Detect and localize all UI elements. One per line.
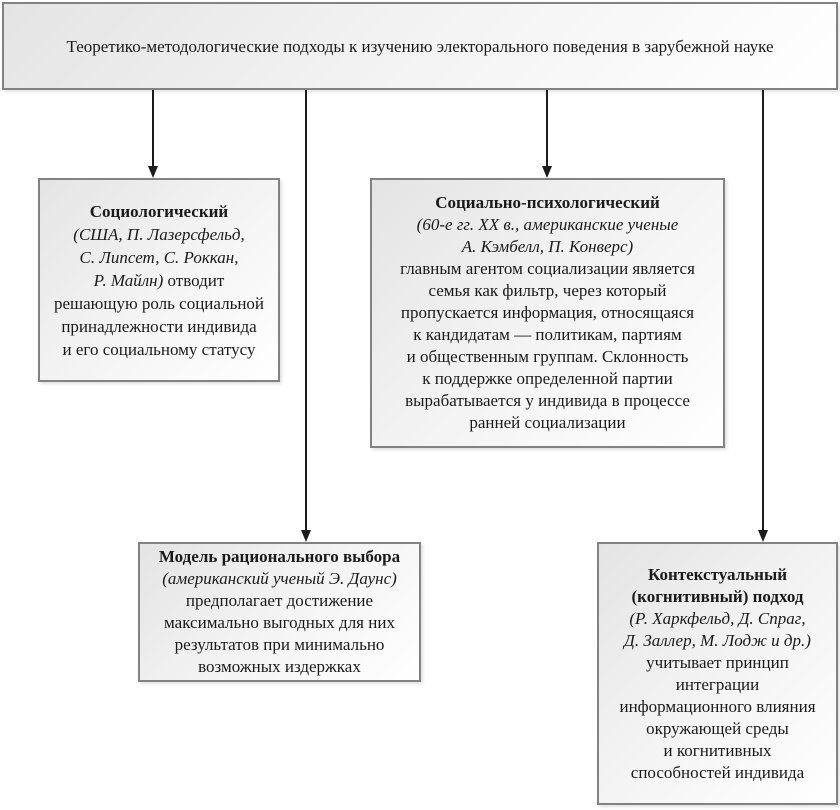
text-line (40, 269, 278, 292)
text-line (372, 412, 723, 434)
text-line (140, 568, 419, 590)
text-line (372, 236, 723, 258)
text-segment: отводит (163, 270, 225, 290)
text-line (372, 302, 723, 324)
box-socio-psychological (370, 178, 725, 448)
text-line (599, 652, 836, 674)
arrow-head-icon (542, 166, 552, 178)
text-line (372, 214, 723, 236)
text-line (372, 368, 723, 390)
text-segment: решающую роль социальной (53, 293, 265, 313)
root-box-title: Теоретико-методологические подходы к изучению электорального поведения в зарубежной науке (66, 36, 774, 56)
text-line (599, 740, 836, 762)
text-segment: интеграции (675, 674, 760, 694)
text-segment: предполагает достижение (185, 591, 374, 610)
root-box (2, 2, 838, 90)
arrow-shaft (305, 90, 307, 530)
text-segment: Социально-психологический (435, 193, 660, 212)
text-segment: к кандидатам — политикам, партиям (413, 325, 682, 344)
text-segment: Д. Заллер, М. Лодж и др.) (624, 630, 811, 650)
text-line (140, 590, 419, 612)
text-segment: главным агентом социализации является (400, 259, 695, 278)
text-segment: и его социальному статусу (62, 339, 256, 359)
text-segment: А. Кэмбелл, П. Конверс) (461, 237, 634, 256)
text-segment: результатов при минимально (174, 635, 385, 654)
arrow-head-icon (148, 166, 158, 178)
text-segment: возможных издержках (198, 657, 361, 676)
text-segment: Модель рационального выбора (158, 547, 401, 566)
text-segment: (60-е гг. XX в., американские ученые (416, 215, 679, 234)
text-line (599, 630, 836, 652)
arrow-shaft (762, 90, 764, 530)
arrow-shaft (152, 90, 154, 166)
text-line (599, 718, 836, 740)
arrow-head-icon (758, 530, 768, 542)
text-line (140, 612, 419, 634)
text-segment: учитывает принцип (646, 652, 789, 672)
text-segment: С. Липсет, С. Роккан, (79, 247, 239, 267)
text-segment: принадлежности индивида (61, 316, 257, 336)
text-line (372, 280, 723, 302)
text-segment: (американский ученый Э. Даунс) (162, 569, 397, 588)
text-line (140, 546, 419, 568)
text-segment: максимально выгодных для них (164, 613, 395, 632)
box-sociological (38, 178, 280, 382)
text-line (599, 586, 836, 608)
text-line (372, 346, 723, 368)
box-rational-choice (138, 542, 421, 682)
text-line (40, 338, 278, 361)
text-segment: и когнитивных (663, 740, 772, 760)
text-line (599, 762, 836, 784)
text-line (372, 192, 723, 214)
text-line (40, 200, 278, 223)
text-segment: и общественным группам. Склонность (406, 347, 689, 366)
text-line (599, 674, 836, 696)
text-line (140, 656, 419, 678)
text-segment: (США, П. Лазерсфельд, (73, 224, 245, 244)
box-contextual (597, 542, 838, 805)
text-segment: пропускается информация, относящаяся (400, 303, 695, 322)
text-segment: вырабатывается у индивида в процессе (405, 391, 690, 410)
text-segment: семья как фильтр, через который (428, 281, 667, 300)
text-segment: окружающей среды (646, 718, 789, 738)
text-line (40, 246, 278, 269)
text-segment: ранней социализации (469, 413, 626, 432)
text-segment: Социологический (89, 201, 229, 221)
text-line (40, 292, 278, 315)
text-segment: Контекстуальный (647, 564, 788, 584)
text-line (372, 390, 723, 412)
text-line (372, 258, 723, 280)
text-segment: информационного влияния (619, 696, 816, 716)
text-segment: (Р. Харкфельд, Д. Спраг, (629, 608, 806, 628)
text-line (40, 223, 278, 246)
text-segment: (когнитивный) подход (631, 586, 804, 606)
text-line (140, 634, 419, 656)
text-line (372, 324, 723, 346)
text-line (599, 696, 836, 718)
text-segment: к поддержке определенной партии (422, 369, 673, 388)
text-line (599, 608, 836, 630)
text-line (40, 315, 278, 338)
text-segment: Р. Майлн) (93, 270, 164, 290)
arrow-shaft (546, 90, 548, 166)
arrow-head-icon (301, 530, 311, 542)
text-line (599, 564, 836, 586)
text-segment: способностей индивида (630, 762, 805, 782)
